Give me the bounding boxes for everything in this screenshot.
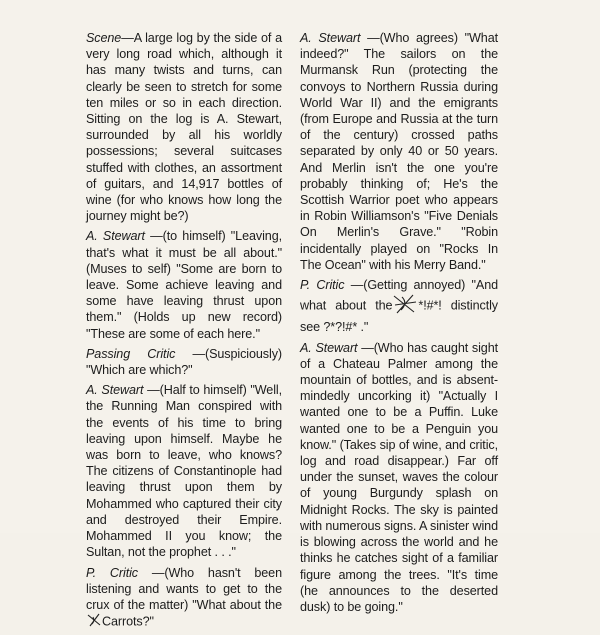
paragraph-critic-2 — [86, 565, 282, 632]
paragraph-stewart-1 — [86, 228, 282, 341]
paragraph-text: —(Who agrees) "What indeed?" The sailors on the Murmansk Run (protecting the convoys to Northern Russia during World War II) and the emigrants (from Europe and Russia at the turn of the century) crossed paths separated by only 40 or 50 years. And Merlin isn't the one you're probably thinking of; He's the Scottish Warrior poet who appears in Robin Williamson's "Five Denials On Merlin's Grave." "Robin incidentally played on "Rocks In The Ocean" with his Merry Band." — [300, 31, 498, 272]
speaker-label: P. Critic — [300, 278, 345, 293]
speaker-label: P. Critic — [86, 565, 139, 580]
paragraph-text: —(to himself) "Leaving, that's what it must be all about." (Muses to self) "Some are born to leave. Some achieve leaving and some have leaving thrust upon them." (Holds up new record) "These are some of each here." — [86, 229, 282, 341]
paragraph-text: —(Suspiciously) "Which are which?" — [86, 346, 282, 378]
paragraph-stewart-3 — [300, 30, 498, 273]
paragraph-text: —A large log by the side of a very long road which, although it has many twists and turns, can clearly be seen to stretch for some ten miles or so in each direction. Sitting on the log is A. Stewart, surrounded by all his worldly possessions; several suitcases stuffed with clothes, an assortment of guitars, and 14,917 bottles of wine (for who knows how long the journey might be?) — [86, 31, 282, 224]
paragraph-text: —(Who has caught sight of a Chateau Palmer among the mountain of bottles, and is absent-mindedly uncorking it) "Actually I wanted one to be a Puffin. Luke wanted one to be a Penguin you know." (Takes sip of wine, and critic, log and road disappear.) Far off under the sunset, waves the colour of young Burgundy splash on Midnight Rocks. The sky is painted with numerous signs. A sinister wind is blowing across the world and he thinks he catches sight of a familiar figure among the trees. "It's time (he announces to the deserted dusk) to be going." — [300, 340, 498, 614]
scribble-icon — [86, 613, 102, 631]
right-column — [300, 30, 498, 619]
paragraph-text: —(Getting annoyed) "And what about the — [300, 278, 499, 313]
paragraph-critic-1 — [86, 346, 282, 378]
paragraph-text: —(Who hasn't been listening and wants to get to the crux of the matter) "What about the — [86, 565, 282, 612]
speaker-label: Scene — [86, 31, 122, 45]
paragraph-text: —(Half to himself) "Well, the Running Man conspired with the events of his time to bring leaving upon himself. Maybe he was born to leave, who knows? The citizens of Constantinople had leaving thrust upon them by Mohammed who captured their city and destroyed their Empire. Mohammed II you know; the Sultan, not the prophet . . ." — [86, 383, 283, 560]
speaker-label: A. Stewart — [86, 229, 145, 244]
paragraph-stewart-2 — [86, 382, 282, 560]
scribble-icon — [392, 293, 418, 319]
left-column — [86, 30, 282, 635]
speaker-label: A. Stewart — [86, 383, 144, 398]
speaker-label: A. Stewart — [300, 340, 358, 355]
paragraph-stewart-4 — [300, 340, 498, 615]
paragraph-scene — [86, 30, 282, 224]
paragraph-tail: *!#*! distinctly see ?*?!#* ." — [300, 298, 498, 335]
speaker-label: A. Stewart — [300, 31, 361, 45]
speaker-label: Passing Critic — [86, 346, 176, 361]
paragraph-critic-3 — [300, 277, 498, 336]
paragraph-tail: Carrots?" — [102, 614, 154, 629]
